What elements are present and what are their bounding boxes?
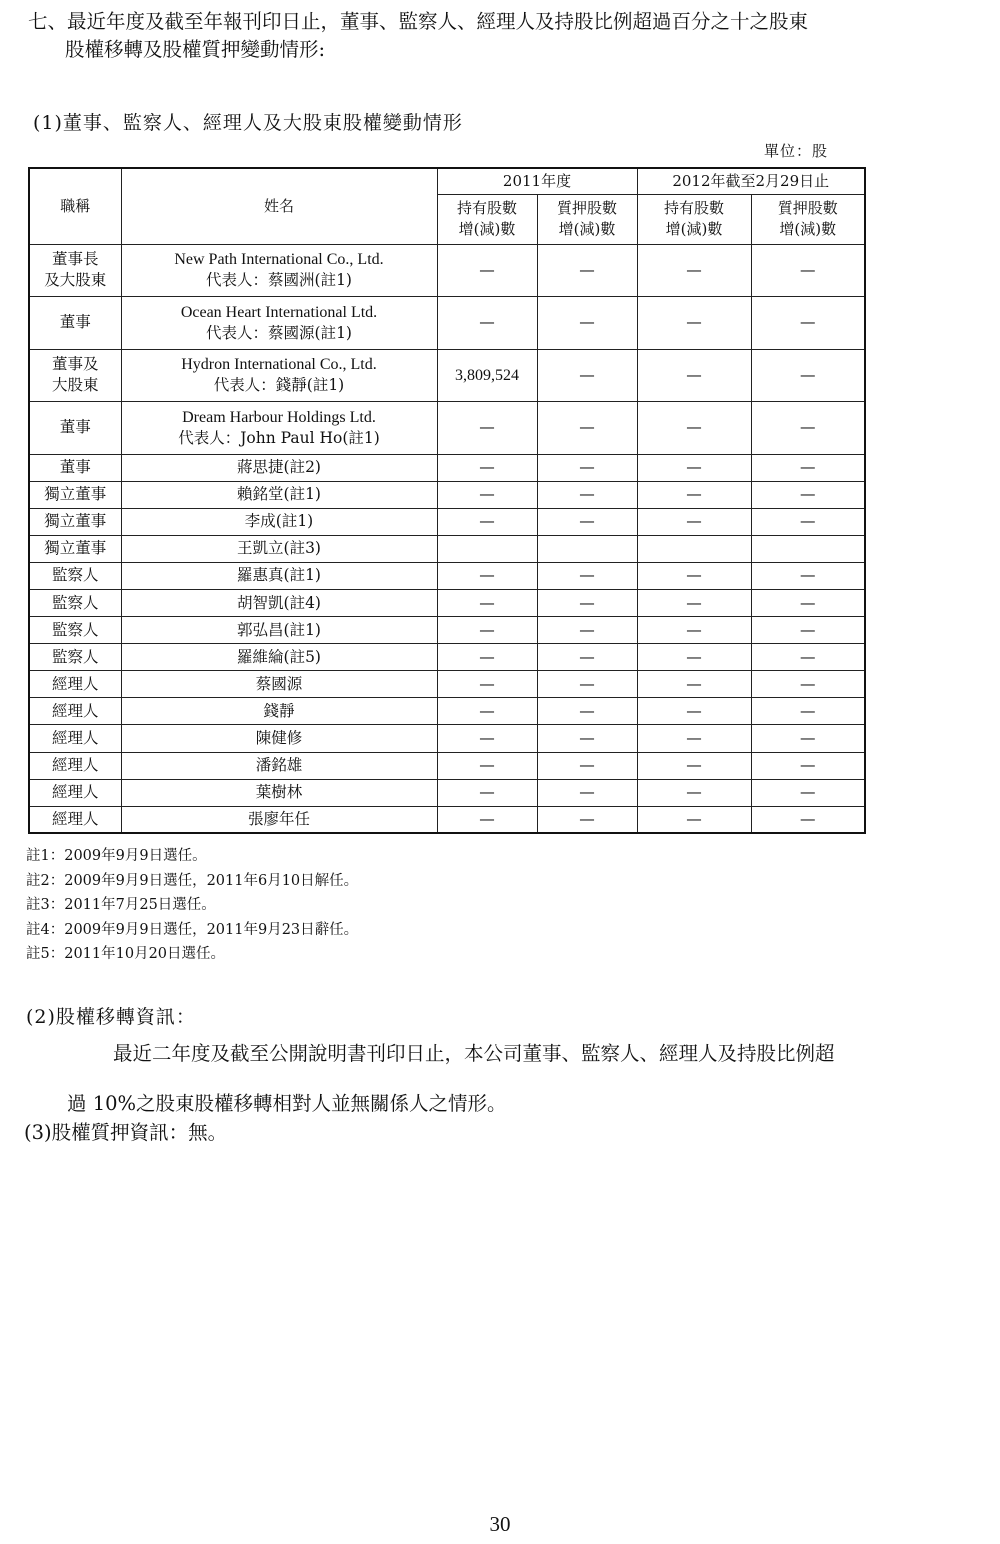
table-row xyxy=(29,402,865,455)
cell-value: — xyxy=(751,779,865,806)
table-row xyxy=(29,244,865,297)
cell-value: — xyxy=(437,297,537,350)
section-3: (3)股權質押資訊：無。 xyxy=(24,1121,228,1144)
cell-value: — xyxy=(751,244,865,297)
cell-value: — xyxy=(751,752,865,779)
cell-value: — xyxy=(437,454,537,481)
cell-name: 羅惠真(註1) xyxy=(121,562,437,589)
cell-name: 王凱立(註3) xyxy=(121,535,437,562)
cell-value: — xyxy=(437,481,537,508)
cell-value: — xyxy=(537,454,637,481)
cell-value: — xyxy=(751,562,865,589)
table-row xyxy=(29,349,865,402)
cell-title: 經理人 xyxy=(29,671,121,698)
cell-title: 董事 xyxy=(29,402,121,455)
heading-line-1: 七、最近年度及截至年報刊印日止，董事、監察人、經理人及持股比例超過百分之十之股東 xyxy=(28,10,809,33)
cell-value: — xyxy=(537,617,637,644)
cell-value: — xyxy=(751,349,865,402)
cell-value: — xyxy=(637,671,751,698)
cell-value: — xyxy=(437,402,537,455)
cell-value: — xyxy=(537,402,637,455)
table-row xyxy=(29,644,865,671)
page-number: 30 xyxy=(489,1512,511,1536)
table-row xyxy=(29,725,865,752)
cell-value xyxy=(537,535,637,562)
header-pledge-2012: 質押股數 增(減)數 xyxy=(751,194,865,244)
section-2-line-1: 最近二年度及截至公開說明書刊印日止，本公司董事、監察人、經理人及持股比例超 xyxy=(113,1042,835,1065)
table-row xyxy=(29,535,865,562)
cell-name: Hydron International Co., Ltd. 代表人：錢靜(註1) xyxy=(121,349,437,402)
cell-value: — xyxy=(537,644,637,671)
cell-name: 錢靜 xyxy=(121,698,437,725)
cell-title: 經理人 xyxy=(29,806,121,833)
cell-name: 葉樹林 xyxy=(121,779,437,806)
cell-name: 陳健修 xyxy=(121,725,437,752)
cell-value: — xyxy=(437,589,537,616)
cell-name: New Path International Co., Ltd. 代表人：蔡國洲(註1) xyxy=(121,244,437,297)
cell-value: — xyxy=(437,752,537,779)
cell-value: — xyxy=(537,671,637,698)
cell-value: — xyxy=(437,644,537,671)
table-row xyxy=(29,671,865,698)
cell-value: — xyxy=(437,779,537,806)
table-body xyxy=(29,244,865,833)
cell-name: 羅維綸(註5) xyxy=(121,644,437,671)
cell-value: — xyxy=(437,806,537,833)
cell-title: 經理人 xyxy=(29,725,121,752)
cell-title: 監察人 xyxy=(29,617,121,644)
section-heading xyxy=(28,8,993,64)
header-hold-2011: 持有股數 增(減)數 xyxy=(437,194,537,244)
cell-value: — xyxy=(637,562,751,589)
cell-value: — xyxy=(437,244,537,297)
cell-title: 監察人 xyxy=(29,589,121,616)
table-row xyxy=(29,752,865,779)
cell-value: — xyxy=(537,589,637,616)
cell-value: — xyxy=(637,644,751,671)
header-hold-2012: 持有股數 增(減)數 xyxy=(637,194,751,244)
cell-name: Dream Harbour Holdings Ltd. 代表人：John Paul Ho(註1) xyxy=(121,402,437,455)
cell-value: — xyxy=(637,806,751,833)
cell-value: — xyxy=(537,698,637,725)
footnote: 註1：2009年9月9日選任。 xyxy=(26,848,207,864)
section-2-line-2: 過 10%之股東股權移轉相對人並無關係人之情形。 xyxy=(67,1092,507,1115)
cell-value: — xyxy=(751,698,865,725)
cell-value: — xyxy=(751,402,865,455)
cell-name: 蔣思捷(註2) xyxy=(121,454,437,481)
cell-value: — xyxy=(751,617,865,644)
cell-value: — xyxy=(637,779,751,806)
cell-value xyxy=(751,535,865,562)
cell-value: — xyxy=(537,244,637,297)
cell-value: — xyxy=(437,698,537,725)
cell-title: 獨立董事 xyxy=(29,481,121,508)
cell-value: — xyxy=(751,644,865,671)
cell-value: — xyxy=(637,698,751,725)
cell-value: — xyxy=(637,725,751,752)
table-row xyxy=(29,617,865,644)
cell-value: — xyxy=(537,349,637,402)
cell-value: — xyxy=(537,779,637,806)
cell-name: 張廖年任 xyxy=(121,806,437,833)
cell-value: — xyxy=(637,508,751,535)
header-year-2011: 2011年度 xyxy=(437,168,637,194)
cell-value: — xyxy=(751,508,865,535)
cell-value: — xyxy=(751,297,865,350)
shareholding-change-table xyxy=(28,167,866,834)
cell-value: — xyxy=(537,297,637,350)
cell-title: 監察人 xyxy=(29,644,121,671)
table-row xyxy=(29,698,865,725)
table-row xyxy=(29,454,865,481)
cell-title: 經理人 xyxy=(29,698,121,725)
cell-title: 經理人 xyxy=(29,752,121,779)
subheading: (1)董事、監察人、經理人及大股東股權變動情形 xyxy=(33,112,463,134)
cell-value: — xyxy=(437,617,537,644)
header-name: 姓名 xyxy=(121,168,437,244)
cell-value: — xyxy=(537,481,637,508)
header-year-2012: 2012年截至2月29日止 xyxy=(637,168,865,194)
cell-value: — xyxy=(537,752,637,779)
cell-name: 郭弘昌(註1) xyxy=(121,617,437,644)
cell-value: — xyxy=(537,725,637,752)
footnote: 註4：2009年9月9日選任，2011年9月23日辭任。 xyxy=(26,921,359,938)
cell-title: 董事及 大股東 xyxy=(29,349,121,402)
table-row xyxy=(29,779,865,806)
cell-value: — xyxy=(637,617,751,644)
header-title: 職稱 xyxy=(29,168,121,244)
cell-value: — xyxy=(751,454,865,481)
cell-name: 蔡國源 xyxy=(121,671,437,698)
cell-title: 監察人 xyxy=(29,562,121,589)
cell-name: 李成(註1) xyxy=(121,508,437,535)
cell-title: 董事長 及大股東 xyxy=(29,244,121,297)
cell-title: 獨立董事 xyxy=(29,508,121,535)
cell-value: — xyxy=(437,671,537,698)
footnote: 註2：2009年9月9日選任，2011年6月10日解任。 xyxy=(26,872,359,889)
cell-value: — xyxy=(637,349,751,402)
table-row xyxy=(29,508,865,535)
cell-value: 3,809,524 xyxy=(437,349,537,402)
cell-value: — xyxy=(751,481,865,508)
cell-value: — xyxy=(637,752,751,779)
table-row xyxy=(29,589,865,616)
footnote: 註5：2011年10月20日選任。 xyxy=(26,946,226,962)
cell-title: 經理人 xyxy=(29,779,121,806)
footnotes xyxy=(26,844,358,967)
unit-label: 單位：股 xyxy=(764,142,829,160)
cell-value: — xyxy=(751,806,865,833)
cell-value: — xyxy=(437,562,537,589)
cell-title: 董事 xyxy=(29,297,121,350)
cell-name: 賴銘堂(註1) xyxy=(121,481,437,508)
cell-value: — xyxy=(537,562,637,589)
cell-name: 胡智凱(註4) xyxy=(121,589,437,616)
cell-value: — xyxy=(637,481,751,508)
cell-value: — xyxy=(637,589,751,616)
table-row xyxy=(29,481,865,508)
table-row xyxy=(29,806,865,833)
cell-value: — xyxy=(537,806,637,833)
cell-value: — xyxy=(637,244,751,297)
cell-value: — xyxy=(637,297,751,350)
cell-value: — xyxy=(437,508,537,535)
cell-value xyxy=(637,535,751,562)
cell-title: 董事 xyxy=(29,454,121,481)
footnote: 註3：2011年7月25日選任。 xyxy=(26,897,216,913)
table-row xyxy=(29,562,865,589)
cell-value: — xyxy=(437,725,537,752)
cell-value: — xyxy=(751,671,865,698)
section-2-title: (2)股權移轉資訊： xyxy=(26,1006,196,1028)
cell-name: Ocean Heart International Ltd. 代表人：蔡國源(註1) xyxy=(121,297,437,350)
cell-value: — xyxy=(537,508,637,535)
cell-title: 獨立董事 xyxy=(29,535,121,562)
table-row xyxy=(29,297,865,350)
cell-value: — xyxy=(637,402,751,455)
heading-line-2: 股權移轉及股權質押變動情形: xyxy=(65,38,326,61)
cell-value: — xyxy=(751,725,865,752)
cell-name: 潘銘雄 xyxy=(121,752,437,779)
header-pledge-2011: 質押股數 增(減)數 xyxy=(537,194,637,244)
cell-value xyxy=(437,535,537,562)
cell-value: — xyxy=(751,589,865,616)
cell-value: — xyxy=(637,454,751,481)
